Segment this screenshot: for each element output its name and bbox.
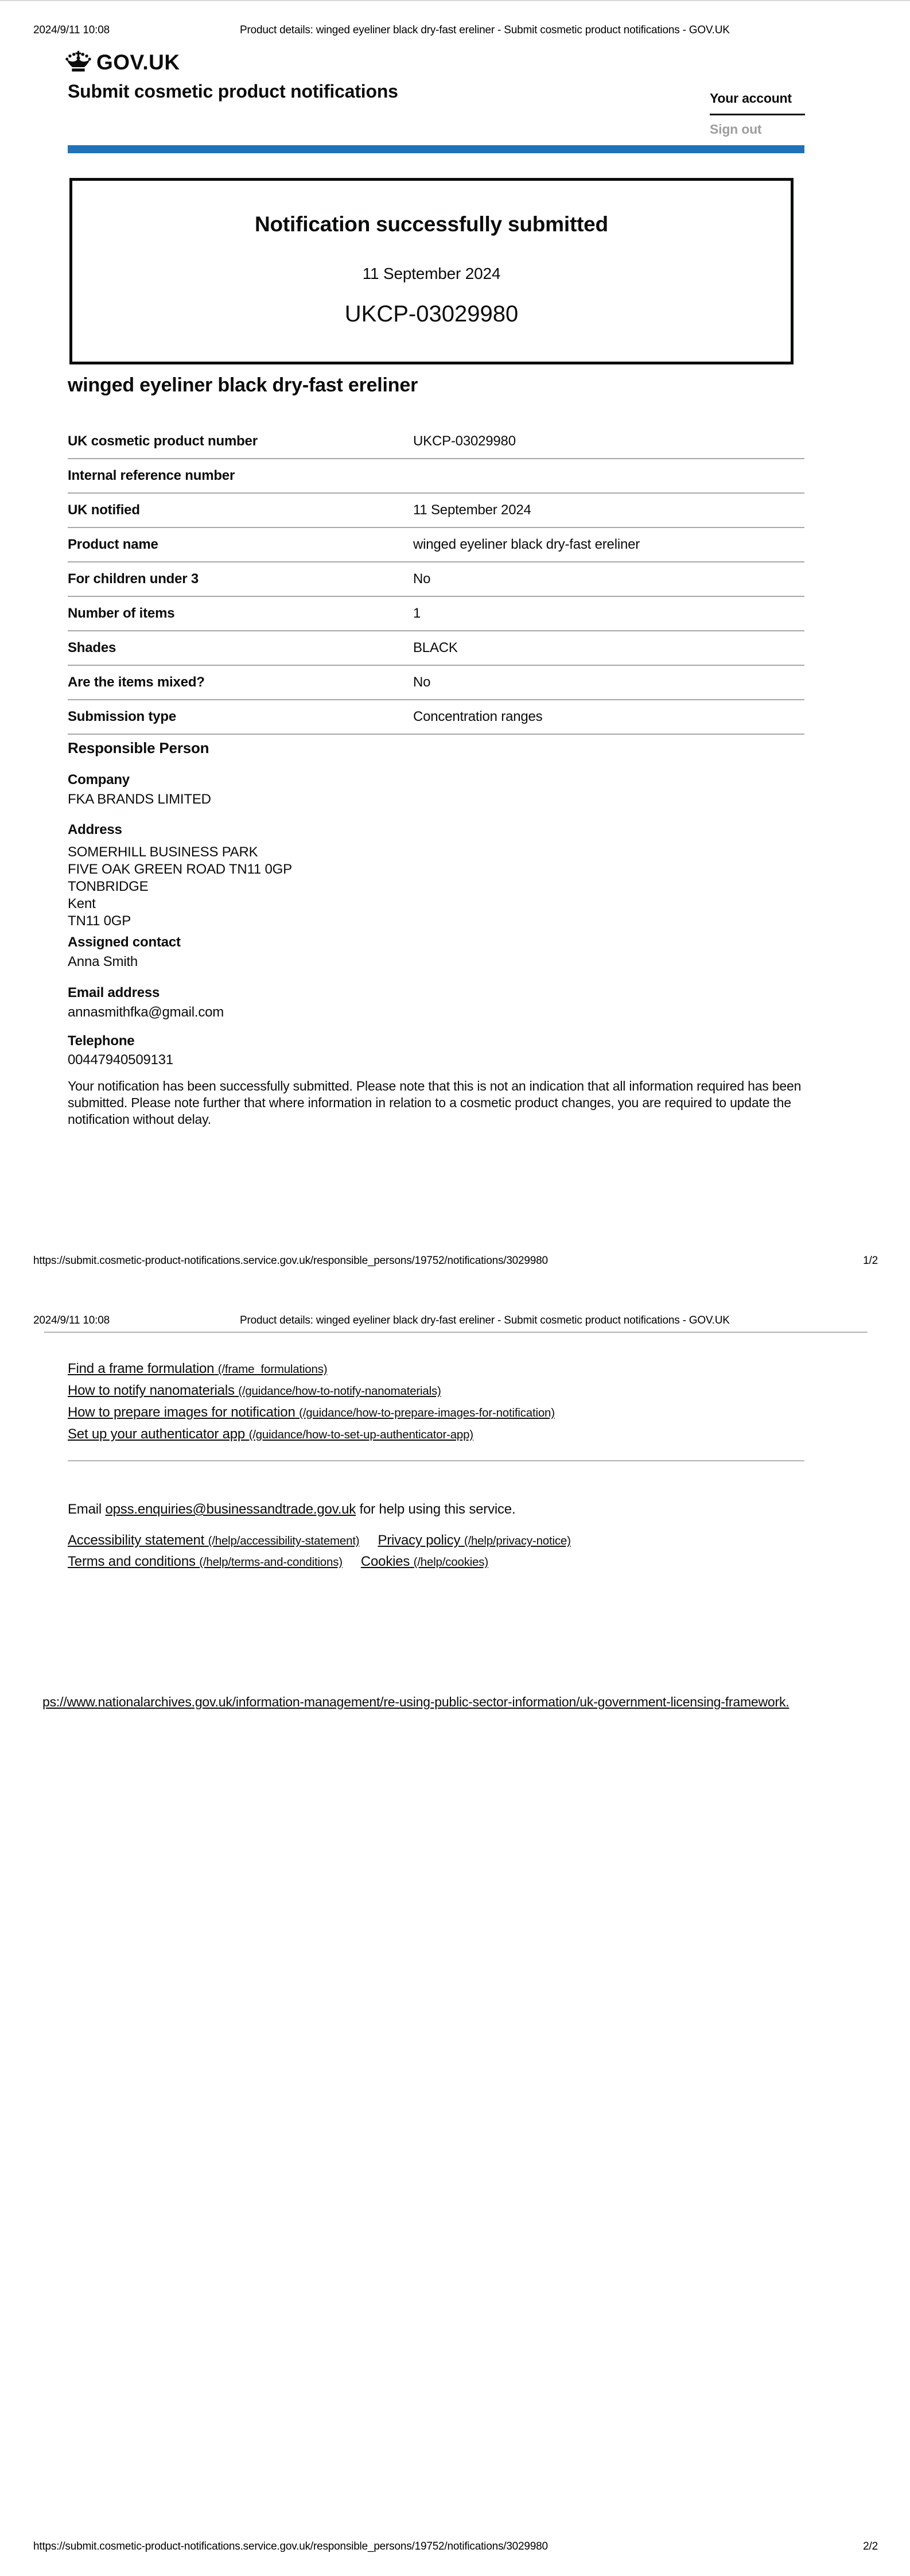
address-line: Kent xyxy=(68,896,96,911)
terms-and-conditions-link[interactable] xyxy=(68,1554,343,1570)
link-path: (/guidance/how-to-prepare-images-for-notification) xyxy=(299,1406,555,1419)
footer-top-border xyxy=(44,1332,868,1333)
link-label: Find a frame formulation xyxy=(68,1361,215,1376)
address-value xyxy=(68,844,292,930)
link-label: Cookies xyxy=(360,1554,410,1569)
account-navigation xyxy=(710,91,805,137)
row-value: Concentration ranges xyxy=(413,709,543,724)
row-label: For children under 3 xyxy=(68,571,199,587)
row-label: UK notified xyxy=(68,502,140,518)
row-value: BLACK xyxy=(413,640,458,655)
panel-title: Notification successfully submitted xyxy=(255,212,608,236)
link-label: How to prepare images for notification xyxy=(68,1405,295,1420)
row-value: 11 September 2024 xyxy=(413,502,531,518)
page-number: 1/2 xyxy=(863,1255,878,1267)
link-label: Privacy policy xyxy=(378,1533,461,1548)
govuk-logo xyxy=(65,49,352,76)
print-footer-url: https://submit.cosmetic-product-notifications.service.gov.uk/responsible_persons/19752/notifications/3029980 xyxy=(33,1255,548,1267)
product-details-table xyxy=(68,425,804,735)
link-label: Set up your authenticator app xyxy=(68,1426,246,1442)
company-value: FKA BRANDS LIMITED xyxy=(68,792,211,807)
help-suffix: for help using this service. xyxy=(356,1502,516,1517)
assigned-contact-value: Anna Smith xyxy=(68,954,138,969)
row-label: Are the items mixed? xyxy=(68,674,205,690)
product-heading: winged eyeliner black dry-fast ereliner xyxy=(68,374,418,396)
print-footer-url: https://submit.cosmetic-product-notifications.service.gov.uk/responsible_persons/19752/notifications/3029980 xyxy=(33,2540,548,2552)
print-header-datetime: 2024/9/11 10:08 xyxy=(33,24,110,36)
address-line: TONBRIDGE xyxy=(68,879,149,894)
link-path: (/help/cookies) xyxy=(413,1555,488,1569)
email-address-label: Email address xyxy=(68,985,160,1000)
table-row xyxy=(68,631,804,666)
footer-divider xyxy=(68,1460,804,1461)
notify-nanomaterials-link[interactable] xyxy=(68,1383,555,1398)
link-label: How to notify nanomaterials xyxy=(68,1383,235,1398)
row-label: UK cosmetic product number xyxy=(68,433,258,449)
table-row xyxy=(68,700,804,735)
row-label: Submission type xyxy=(68,709,177,724)
row-label: Internal reference number xyxy=(68,468,235,483)
page-top-edge xyxy=(0,0,910,1)
panel-reference-number: UKCP-03029980 xyxy=(344,301,519,327)
panel-date: 11 September 2024 xyxy=(362,265,501,282)
link-path: (/guidance/how-to-notify-nanomaterials) xyxy=(238,1384,441,1398)
company-label: Company xyxy=(68,772,130,787)
email-address-value: annasmithfka@gmail.com xyxy=(68,1004,224,1020)
sign-out-link[interactable]: Sign out xyxy=(710,122,762,137)
accessibility-statement-link[interactable] xyxy=(68,1533,359,1549)
service-name: Submit cosmetic product notifications xyxy=(68,81,398,102)
footer-links-row xyxy=(68,1554,488,1570)
related-links xyxy=(68,1361,555,1449)
help-email-link[interactable]: opss.enquiries@businessandtrade.gov.uk xyxy=(105,1502,356,1517)
telephone-value: 00447940509131 xyxy=(68,1052,174,1068)
link-path: (/frame_formulations) xyxy=(217,1363,328,1376)
cookies-link[interactable] xyxy=(361,1554,488,1570)
row-value: UKCP-03029980 xyxy=(413,433,516,449)
row-value: 1 xyxy=(413,606,421,621)
table-row xyxy=(68,597,804,631)
link-label: Accessibility statement xyxy=(68,1533,205,1548)
address-line: TN11 0GP xyxy=(68,913,131,929)
national-archives-licence-link[interactable]: ps://www.nationalarchives.gov.uk/information-management/re-using-public-sector-information/uk-government-licensing-framework. xyxy=(42,1694,790,1709)
link-path: (/guidance/how-to-set-up-authenticator-app) xyxy=(248,1428,473,1441)
row-value: No xyxy=(413,571,431,587)
address-line: FIVE OAK GREEN ROAD TN11 0GP xyxy=(68,862,292,877)
header-accent-bar xyxy=(68,145,804,153)
privacy-policy-link[interactable] xyxy=(378,1533,570,1549)
row-label: Product name xyxy=(68,537,158,552)
table-row xyxy=(68,528,804,562)
prepare-images-link[interactable] xyxy=(68,1405,555,1420)
telephone-label: Telephone xyxy=(68,1033,135,1049)
row-label: Number of items xyxy=(68,606,175,621)
help-prefix: Email xyxy=(68,1502,106,1517)
submission-disclaimer: Your notification has been successfully submitted. Please note that this is not an indication that all information required has been submitted. Please note further that where information in relation to a cosmetic product changes, you are required to update the notification without delay. xyxy=(68,1078,802,1127)
address-label: Address xyxy=(68,822,122,837)
row-value: No xyxy=(413,674,431,690)
address-line: SOMERHILL BUSINESS PARK xyxy=(68,844,258,860)
frame-formulation-link[interactable] xyxy=(68,1361,555,1376)
responsible-person-heading: Responsible Person xyxy=(68,739,209,756)
link-path: (/help/terms-and-conditions) xyxy=(199,1555,343,1569)
table-row xyxy=(68,666,804,700)
help-line xyxy=(68,1502,515,1518)
print-header-title: Product details: winged eyeliner black dry-fast ereliner - Submit cosmetic product notifications - GOV.UK xyxy=(240,24,730,36)
your-account-label: Your account xyxy=(710,91,792,106)
link-path: (/help/privacy-notice) xyxy=(464,1534,571,1547)
link-label: Terms and conditions xyxy=(68,1554,196,1569)
print-header-title: Product details: winged eyeliner black dry-fast ereliner - Submit cosmetic product notifications - GOV.UK xyxy=(240,1314,730,1326)
page-number: 2/2 xyxy=(863,2540,878,2552)
account-underline xyxy=(710,114,805,115)
crown-icon xyxy=(65,51,92,76)
confirmation-panel xyxy=(69,178,794,364)
footer-links-row xyxy=(68,1533,571,1549)
authenticator-app-link[interactable] xyxy=(68,1427,555,1442)
table-row xyxy=(68,494,804,528)
table-row xyxy=(68,459,804,494)
link-path: (/help/accessibility-statement) xyxy=(208,1534,360,1547)
table-row xyxy=(68,562,804,597)
govuk-logo-text: GOV.UK xyxy=(96,51,180,74)
print-header-datetime: 2024/9/11 10:08 xyxy=(33,1314,110,1326)
row-label: Shades xyxy=(68,640,116,655)
row-value: winged eyeliner black dry-fast ereliner xyxy=(413,537,640,552)
table-row xyxy=(68,425,804,459)
assigned-contact-label: Assigned contact xyxy=(68,934,181,950)
